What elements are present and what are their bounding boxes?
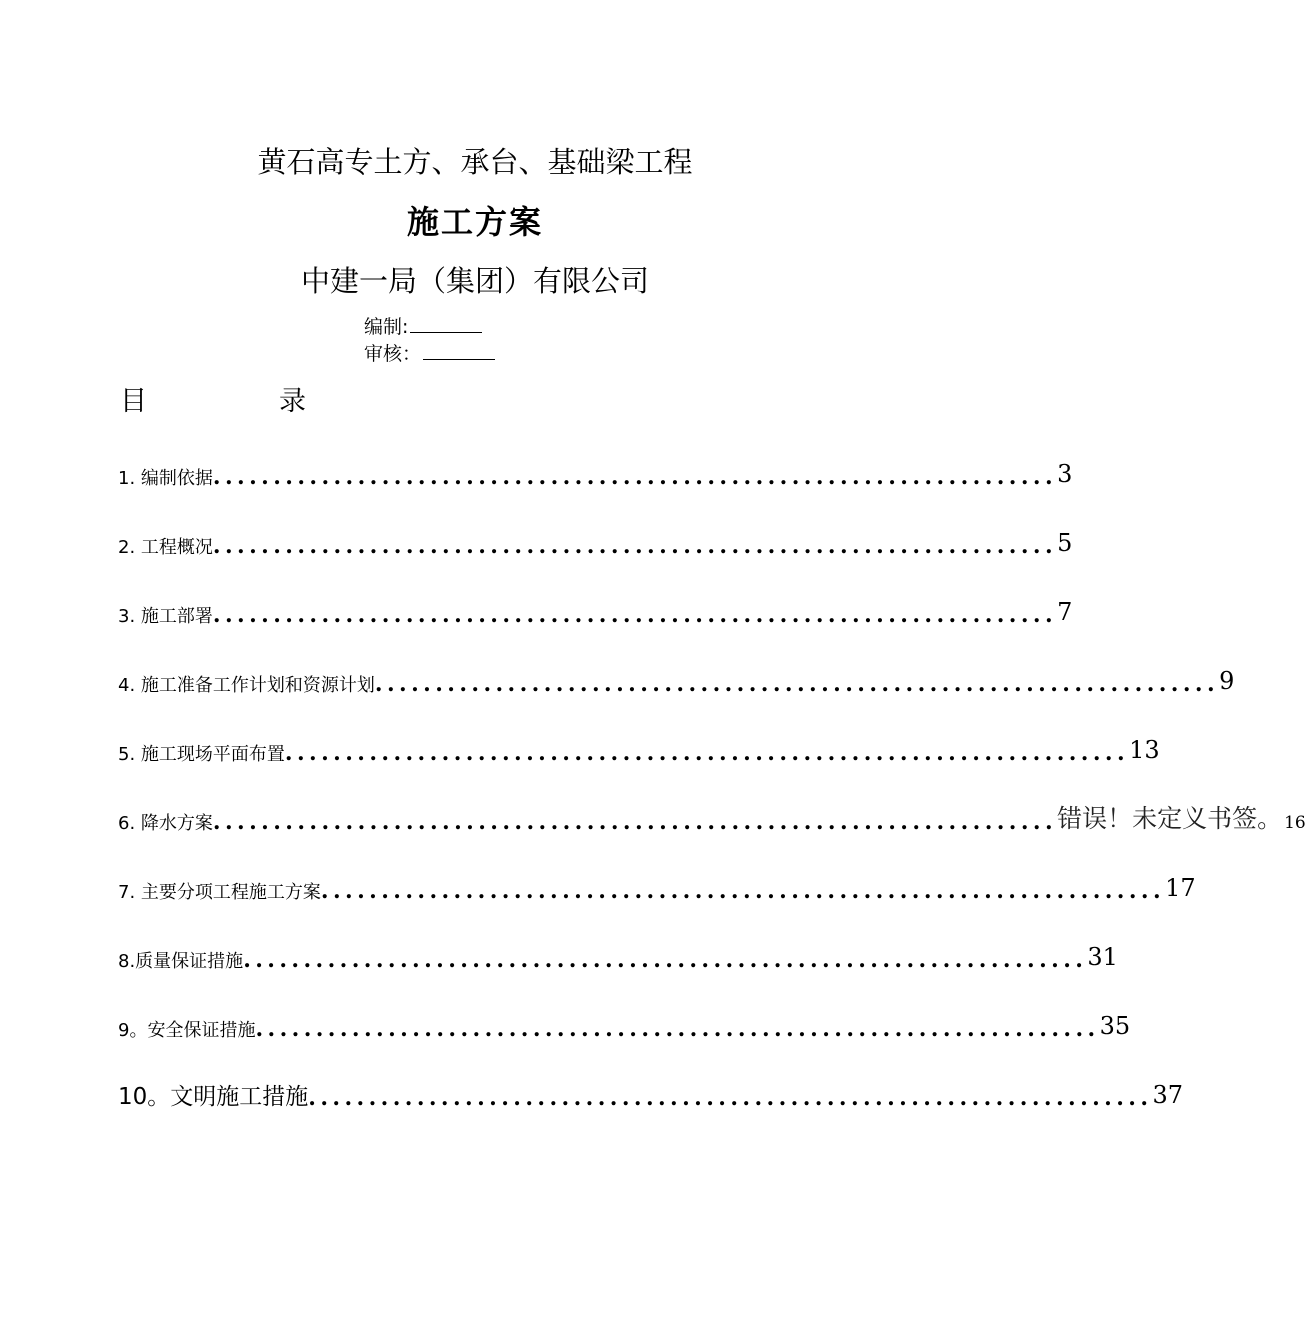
toc-page-number: 9 (1219, 667, 1235, 695)
toc-leader-dots: ...................................................................... (255, 1016, 1100, 1042)
reviewer-blank-line (423, 341, 495, 360)
company-name: 中建一局（集团）有限公司 (300, 264, 649, 298)
toc-leader-dots: ...................................................................... (243, 947, 1088, 973)
toc-entry-label: 1. 编制依据 (118, 468, 213, 489)
toc-page-number: 31 (1087, 943, 1118, 971)
toc-entry-8[interactable] (118, 933, 1118, 973)
document-title: 黄石高专土方、承台、基础梁工程 (257, 145, 693, 179)
toc-entry-label: 7. 主要分项工程施工方案 (118, 882, 321, 903)
editor-signature-row (364, 312, 482, 339)
toc-entry-3[interactable] (118, 588, 1073, 628)
toc-leader-dots: ...................................................................... (212, 809, 1058, 835)
toc-page-number: 17 (1165, 874, 1196, 902)
toc-bookmark-error: 错误！未定义书签。 (1057, 804, 1283, 833)
toc-heading-left: 目 (120, 386, 147, 417)
toc-entry-9[interactable] (118, 1002, 1131, 1042)
toc-entry-4[interactable] (118, 657, 1235, 697)
toc-entry-label: 5. 施工现场平面布置 (118, 744, 285, 765)
toc-leader-dots: ...................................................................... (320, 878, 1166, 904)
toc-page-number: 7 (1057, 598, 1073, 626)
editor-blank-line (410, 314, 482, 333)
toc-entry-1[interactable] (118, 450, 1073, 490)
toc-entry-label: 3. 施工部署 (118, 606, 213, 627)
toc-entry-10[interactable] (118, 1071, 1183, 1111)
toc-entry-7[interactable] (118, 864, 1196, 904)
toc-leader-dots: ...................................................................... (212, 464, 1058, 490)
editor-label: 编制: (364, 316, 409, 338)
toc-entry-label: 4. 施工准备工作计划和资源计划 (118, 675, 375, 696)
toc-entry-label: 9。安全保证措施 (118, 1020, 256, 1041)
toc-entry-5[interactable] (118, 726, 1160, 766)
toc-leader-dots: ...................................................................... (212, 533, 1058, 559)
toc-entry-6[interactable] (118, 795, 1306, 835)
toc-heading (120, 379, 320, 418)
toc-entry-label: 8.质量保证措施 (118, 951, 244, 972)
toc-page-number: 16 (1284, 813, 1306, 833)
reviewer-label: 审核： (364, 343, 422, 365)
toc-leader-dots: ...................................................................... (308, 1085, 1153, 1111)
toc-entry-label: 2. 工程概况 (118, 537, 213, 558)
toc-entry-2[interactable] (118, 519, 1073, 559)
toc-leader-dots: ...................................................................... (374, 671, 1220, 697)
toc-page-number: 37 (1152, 1081, 1183, 1109)
toc-leader-dots: ...................................................................... (212, 602, 1058, 628)
document-subtitle: 施工方案 (406, 203, 543, 241)
toc-heading-right: 录 (279, 386, 306, 417)
toc-entry-label: 6. 降水方案 (118, 813, 213, 834)
toc-entry-label: 10。文明施工措施 (118, 1084, 309, 1110)
toc-leader-dots: ...................................................................... (284, 740, 1130, 766)
toc-page-number: 3 (1057, 460, 1073, 488)
toc-page-number: 5 (1057, 529, 1073, 557)
toc-page-number: 35 (1099, 1012, 1131, 1040)
reviewer-signature-row (364, 339, 495, 366)
toc-page-number: 13 (1129, 736, 1160, 764)
